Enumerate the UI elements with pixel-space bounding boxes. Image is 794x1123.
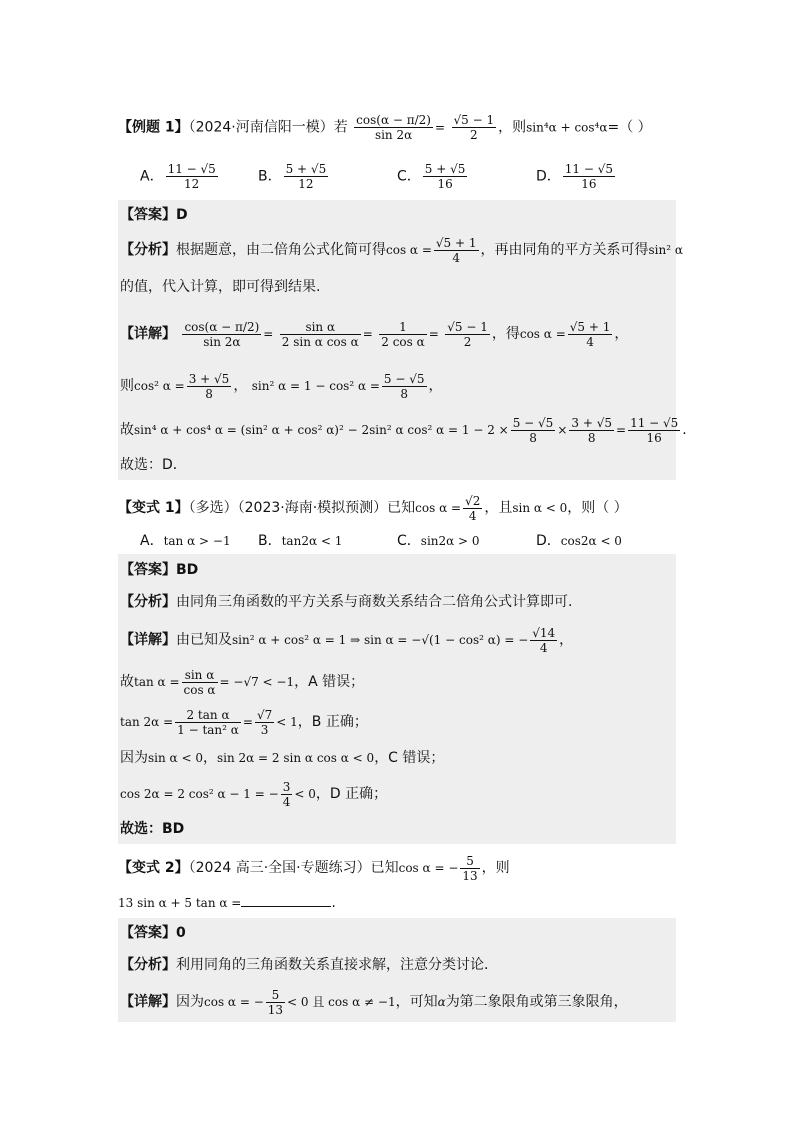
variant-1-detail-line-1: 【详解】由已知及sin² α + cos² α = 1 ⇒ sin α = −√(1 − cos² α) = − $\frac{√14}{4}$ ，	[118, 618, 676, 662]
example-1-detail-line-3: 故sin⁴ α + cos⁴ α = (sin² α + cos² α)² − 2sin² α cos² α = 1 − 2 × $\frac{5 - √5}{8}$ × $\frac{3 + √5}{8}$ = $\frac{11 - √5}{16}$ .	[118, 408, 676, 452]
example-1-option-a: A． $\frac{11 - √5}{12}$	[140, 162, 216, 191]
example-1-analysis-line-1: 【分析】根据题意，由二倍角公式化简可得cos α = $\frac{√5 + 1}{4}$ ，再由同角的平方关系可得sin² α	[118, 230, 676, 270]
example-1-answer: 【答案】D	[118, 200, 676, 230]
equals: =	[435, 120, 446, 135]
example-1-choose: 故选：D．	[118, 452, 676, 480]
example-1-option-b: B． $\frac{5 + √5}{12}$	[258, 162, 327, 191]
answer-paren: =（ ）	[607, 119, 652, 136]
example-1-analysis-line-2: 的值，代入计算，即可得到结果.	[118, 270, 676, 304]
variant-2-question: 【变式 2】（2024 高三·全国·专题练习）已知cos α = − $\frac{5}{13}$ ，则	[118, 853, 510, 883]
variant-1-detail-line-3: tan 2α = $\frac{\text{2 tan α}}{\text{1 − tan² α}}$ = $\frac{√7}{3}$ < 1，B 正确；	[118, 702, 676, 742]
variant-2-detail: 【详解】因为cos α = − $\frac{5}{13}$ < 0 且 cos α ≠ −1，可知α为第二象限角或第三象限角，	[118, 982, 676, 1022]
answer-blank[interactable]	[241, 906, 331, 907]
variant-2-analysis: 【分析】利用同角的三角函数关系直接求解，注意分类讨论．	[118, 948, 676, 982]
variant-1-detail-line-4: 因为sin α < 0，sin 2α = 2 sin α cos α < 0，C 错误；	[118, 742, 676, 774]
variant-2-answer: 【答案】0	[118, 918, 676, 948]
question-fraction: $\frac{\cos(\alpha - \pi/2)}{\sin 2\alpha}$	[356, 113, 431, 142]
variant-1-answer: 【答案】BD	[118, 554, 676, 586]
example-1-tag: 【例题 1】	[118, 119, 189, 136]
variant-1-option-c: C．sin2α > 0	[397, 533, 480, 549]
variant-1-option-d: D．cos2α < 0	[536, 533, 622, 549]
then-text: ，则	[498, 119, 527, 136]
variant-1-option-b: B．tan2α < 1	[258, 533, 343, 549]
question-rhs-fraction: $\frac{√5 - 1}{2}$	[453, 113, 495, 142]
variant-1-option-a: A．tan α > −1	[140, 533, 231, 549]
question-expression: sin⁴α + cos⁴α	[526, 120, 608, 135]
variant-1-choose: 故选：BD	[118, 814, 676, 844]
example-1-detail-line-2: 则cos² α = $\frac{3 + √5}{8}$ ， sin² α = 1 − cos² α = $\frac{5 - √5}{8}$ ，	[118, 364, 676, 408]
variant-2-blank-line: 13 sin α + 5 tan α = .	[118, 895, 336, 911]
example-1-option-d: D． $\frac{11 - √5}{16}$	[536, 162, 614, 191]
variant-1-question: 【变式 1】（多选）（2023·海南·模拟预测）已知cos α = $\frac{√2}{4}$ ，且sin α < 0，则（ ）	[118, 493, 628, 523]
example-1-source: （2024·河南信阳一模）若	[188, 119, 348, 136]
variant-1-analysis: 【分析】由同角三角函数的平方关系与商数关系结合二倍角公式计算即可.	[118, 586, 676, 618]
variant-1-detail-line-5: cos 2α = 2 cos² α − 1 = − $\frac{3}{4}$ < 0，D 正确；	[118, 774, 676, 814]
example-1-question	[118, 113, 652, 142]
variant-1-detail-line-2: 故tan α = $\frac{\text{sin α}}{\text{cos α}}$ = −√7 < −1，A 错误；	[118, 662, 676, 702]
example-1-option-c: C． $\frac{5 + √5}{16}$	[397, 162, 466, 191]
example-1-detail-line-1: 【详解】 $\frac{\cos(\alpha - \pi/2)}{\sin 2\alpha}$ = $\frac{\text{sin α}}{\text{2 sin α cos α}}$ = $\frac{1}{\text{2 cos α}}$ = $\frac{√5 - 1}{2}$ ，得cos α = $\frac{√5 + 1}{4}$ ，	[118, 304, 676, 364]
